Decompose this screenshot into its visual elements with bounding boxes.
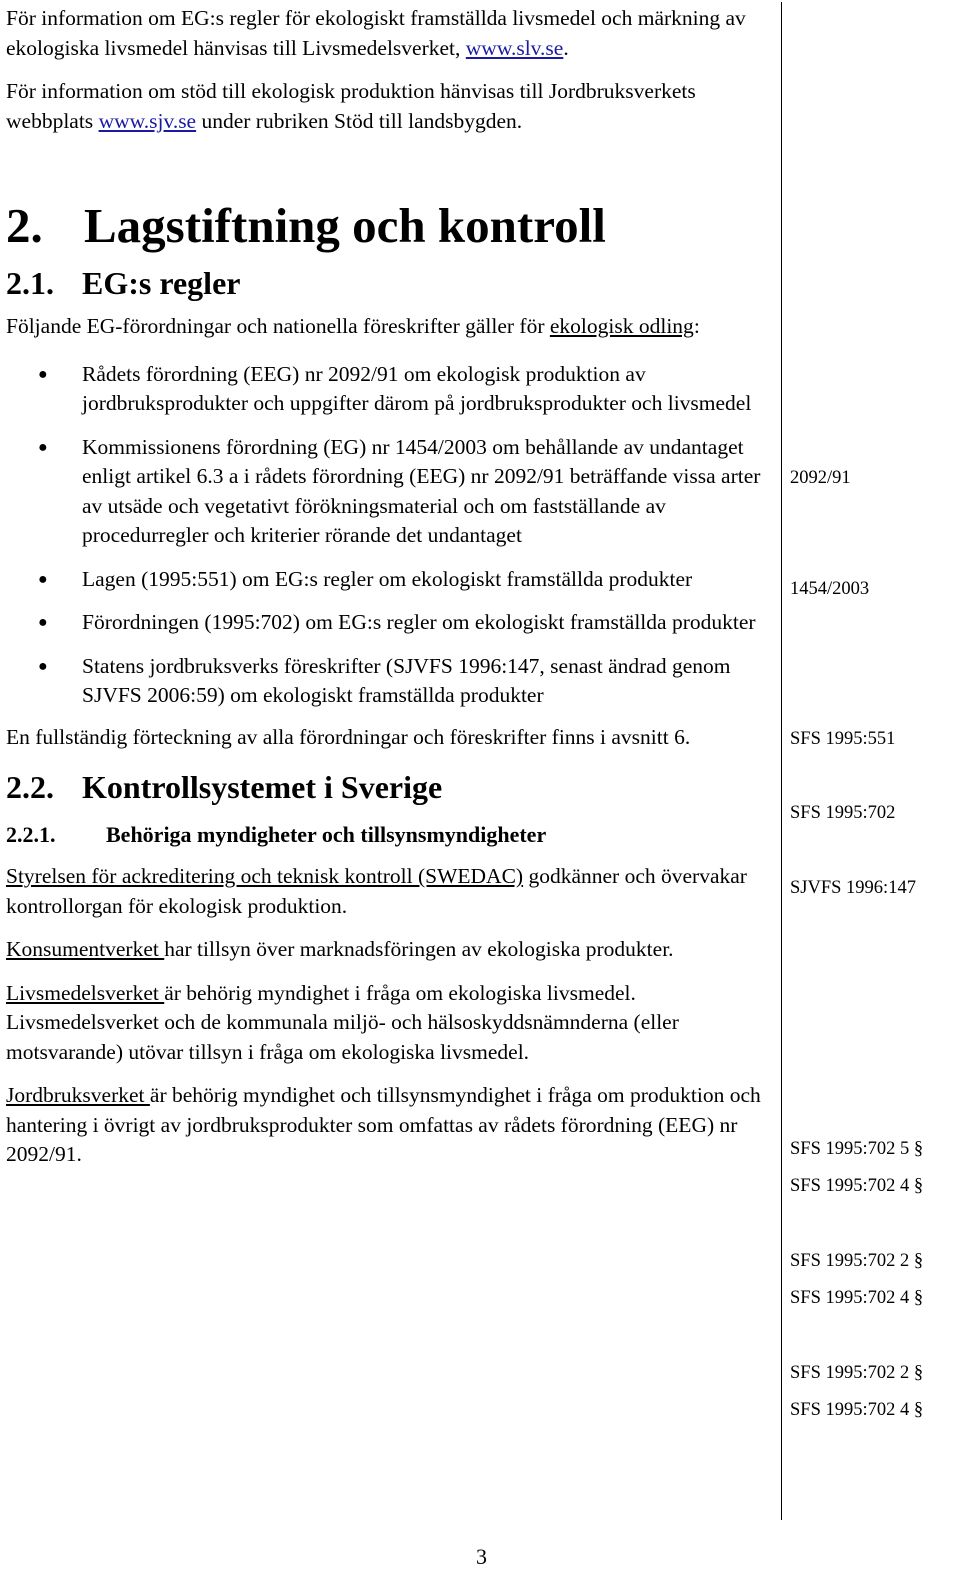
swedac-link[interactable]: Styrelsen för ackreditering och teknisk kontroll (SWEDAC) [6, 864, 524, 888]
section-heading-2-2-1: 2.2.1. Behöriga myndigheter och tillsynsmyndigheter [6, 822, 547, 847]
link-sjv[interactable]: www.sjv.se [98, 108, 197, 133]
margin-ref: SFS 1995:551 [790, 729, 896, 749]
list-item: ● Statens jordbruksverks föreskrifter (SJVFS 1996:147, senast ändrad genom SJVFS 2006:59) om ekologiskt framställda produkter [38, 653, 731, 707]
authority-paragraph: Styrelsen för ackreditering och teknisk kontroll (SWEDAC) godkänner och övervakar kontrollorgan för ekologisk produktion. [6, 864, 747, 918]
margin-rule [781, 2, 782, 1520]
margin-ref: SFS 1995:702 4 § [790, 1176, 924, 1196]
margin-ref: SFS 1995:702 2 § [790, 1251, 924, 1271]
bullet-icon: ● [38, 657, 48, 675]
section-heading-2-2: 2.2. Kontrollsystemet i Sverige [6, 769, 443, 805]
jordbruksverket-link[interactable]: Jordbruksverket [6, 1083, 150, 1107]
margin-ref: SFS 1995:702 4 § [790, 1400, 924, 1420]
regulations-list [6, 360, 780, 711]
bullet-icon: ● [38, 365, 48, 383]
list-item: ● Kommissionens förordning (EG) nr 1454/2003 om behållande av undantaget enligt artikel 6.3 a i rådets förordning (EEG) nr 2092/91 beträffande vissa arter av utsäde och vegetativt förökningsmaterial och om fastställande av procedurregler och kriterier rörande det undantaget [38, 434, 761, 547]
section-heading-2-1: 2.1. EG:s regler [6, 265, 241, 301]
link-slv[interactable]: www.slv.se [465, 35, 564, 60]
margin-ref: SJVFS 1996:147 [790, 878, 916, 898]
authority-paragraph: Livsmedelsverket är behörig myndighet i fråga om ekologiska livsmedel. Livsmedelsverket och de kommunala miljö- och hälsoskyddsnämnderna (eller motsvarande) utövar tillsyn i fråga om ekologiska livsmedel. [6, 980, 679, 1064]
intro-paragraph-slv: För information om EG:s regler för ekologiskt framställda livsmedel och märkning av ekologiska livsmedel hänvisas till Livsmedelsverket, www.slv.se. [6, 6, 746, 60]
margin-ref: SFS 1995:702 4 § [790, 1288, 924, 1308]
margin-ref: SFS 1995:702 2 § [790, 1363, 924, 1383]
ekologisk-odling-link[interactable]: ekologisk odling [549, 314, 694, 338]
authority-paragraph: Konsumentverket har tillsyn över marknadsföringen av ekologiska produkter. [6, 937, 674, 961]
regulations-intro: Följande EG-förordningar och nationella föreskrifter gäller för ekologisk odling: [6, 314, 700, 338]
section-heading-2: 2. Lagstiftning och kontroll [6, 198, 606, 253]
intro-paragraph-sjv: För information om stöd till ekologisk produktion hänvisas till Jordbruksverkets webbplats www.sjv.se under rubriken Stöd till landsbygden. [6, 79, 696, 133]
margin-ref: 2092/91 [790, 468, 851, 488]
margin-ref: SFS 1995:702 5 § [790, 1139, 924, 1159]
bullet-icon: ● [38, 614, 48, 631]
page-number: 3 [476, 1544, 487, 1569]
margin-ref: SFS 1995:702 [790, 803, 896, 823]
margin-ref: 1454/2003 [790, 579, 870, 599]
livsmedelsverket-link[interactable]: Livsmedelsverket [6, 980, 165, 1005]
full-list-note: En fullständig förteckning av alla förordningar och föreskrifter finns i avsnitt 6. [6, 724, 691, 749]
main-column [6, 4, 780, 1170]
bullet-icon: ● [38, 438, 48, 456]
list-item: ● Lagen (1995:551) om EG:s regler om ekologiskt framställda produkter [6, 565, 780, 595]
konsumentverket-link[interactable]: Konsumentverket [6, 937, 165, 961]
authority-paragraph: Jordbruksverket är behörig myndighet och tillsynsmyndighet i fråga om produktion och hantering i övrigt av jordbruksprodukter som omfattas av rådets förordning (EEG) nr 2092/91. [6, 1083, 761, 1166]
list-item: ● Rådets förordning (EEG) nr 2092/91 om ekologisk produktion av jordbruksprodukter och uppgifter därom på jordbruksprodukter och livsmedel [38, 361, 752, 415]
bullet-icon: ● [38, 570, 48, 588]
list-item: ● Förordningen (1995:702) om EG:s regler om ekologiskt framställda produkter [6, 608, 780, 638]
